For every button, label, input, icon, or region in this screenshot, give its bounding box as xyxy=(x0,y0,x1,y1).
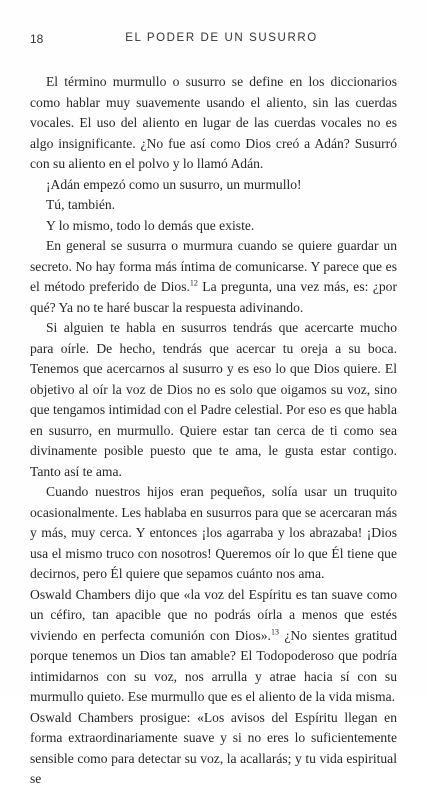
paragraph: En general se susurra o murmura cuando se quiere guardar un secreto. No hay forma más íntima de comunicarse. Y parece que es el método preferido de Dios.$^{12}$ La pregunta, una vez más, es: ¿por qué? Ya no te haré buscar la respuesta adivinando. xyxy=(30,238,398,315)
paragraph: Si alguien te habla en susurros tendrás que acercarte mucho para oírle. De hecho, tendrás que acercar tu oreja a su boca. Tenemos que acercarnos al susurro y es eso lo que Dios quiere. El objetivo al oír la voz de Dios no es solo que oigamos su voz, sino que tengamos intimidad con el Padre celestial. Por eso es que habla en susurro, en murmullo. Quiere estar tan cerca de ti como sea divinamente posible puesto que te ama, le gusta estar contigo. Tanto así te ama. xyxy=(30,320,397,479)
paragraph: El término murmullo o susurro se define en los diccionarios como hablar muy suavemente usando el aliento, sin las cuerdas vocales. El uso del aliento en lugar de las cuerdas vocales no es algo insignificante. ¿No fue así como Dios creó a Adán? Susurró con su aliento en el polvo y lo llamó Adán. xyxy=(30,74,397,171)
body-text xyxy=(30,72,397,790)
page-number: 18 xyxy=(30,32,44,46)
paragraph: Tú, también. xyxy=(46,197,116,212)
paragraph: Oswald Chambers prosigue: «Los avisos del Espíritu llegan en forma extraordinariamente suave y si no eres lo suficientemente sensible como para detectar su voz, la acallarás; y tu vida espiritual se xyxy=(30,709,397,786)
paragraph: Cuando nuestros hijos eran pequeños, solía usar un truquito ocasionalmente. Les hablaba en susurros para que se acercaran más y más, muy cerca. Y entonces ¡los agarraba y los abrazaba! ¡Dios usa el mismo truco con nosotros! Queremos oír lo que Él tiene que decirnos, pero Él quiere que sepamos cuánto nos ama. xyxy=(30,484,397,581)
paragraph: Oswald Chambers dijo que «la voz del Espíritu es tan suave como un céfiro, tan apacible que no podrás oírla a menos que estés viviendo en perfecta comunión con Dios».$^{13}$ ¿No sientes gratitud porque tenemos un Dios tan amable? El Todopoderoso que podría intimidarnos con su voz, nos arrulla y atrae hacia sí con su murmullo quieto. Ese murmullo que es el aliento de la vida misma. xyxy=(30,586,398,704)
paragraph: ¡Adán empezó como un susurro, un murmullo! xyxy=(46,176,302,192)
page-header xyxy=(30,32,397,50)
footnote-ref: 12 xyxy=(189,278,198,288)
running-title: EL PODER DE UN SUSURRO xyxy=(125,32,318,44)
footnote-ref: 13 xyxy=(270,626,279,636)
paragraph: Y lo mismo, todo lo demás que existe. xyxy=(46,217,255,233)
